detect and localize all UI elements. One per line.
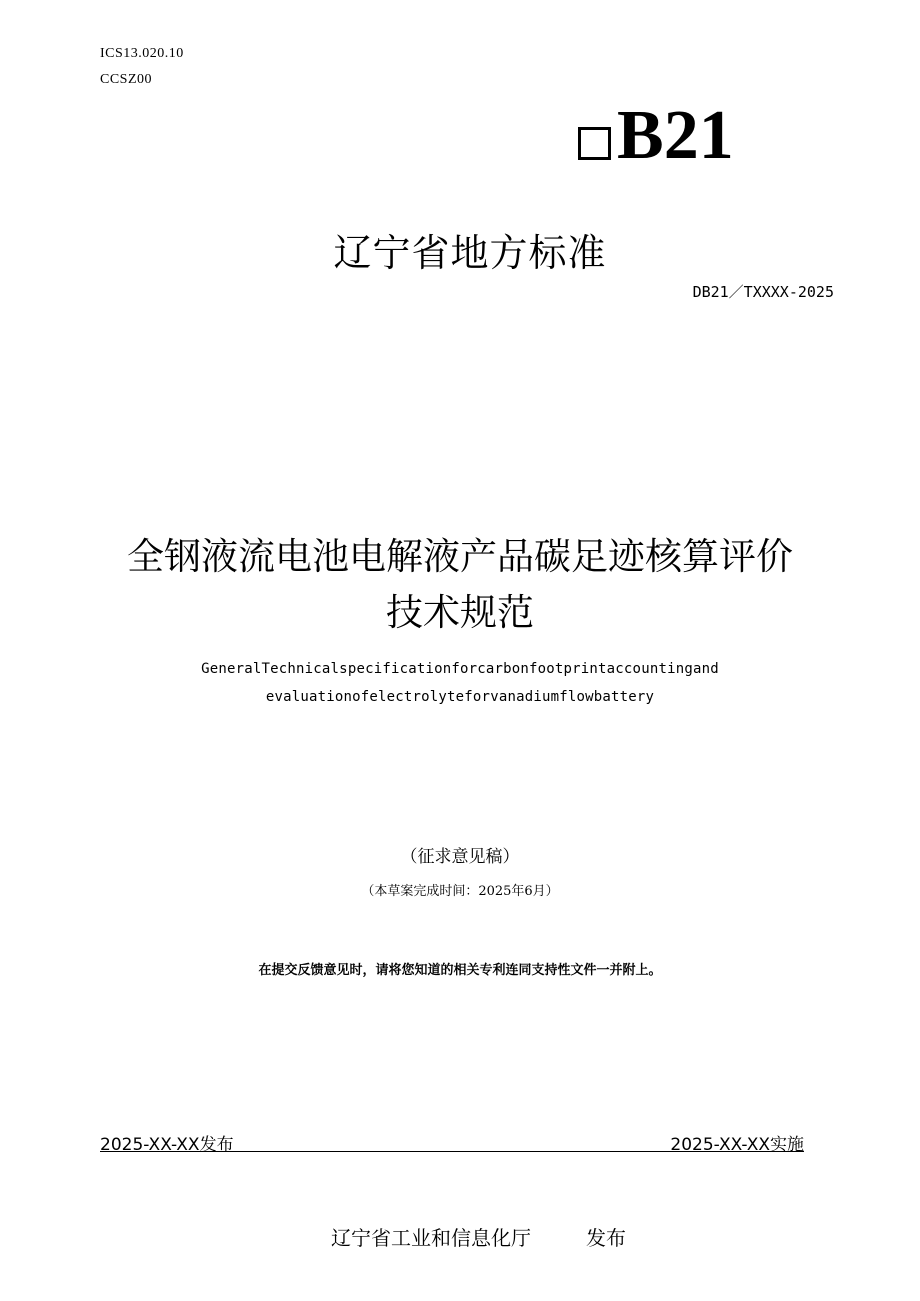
standard-logo bbox=[578, 96, 734, 176]
divider-line bbox=[100, 1151, 804, 1152]
patent-notice: 在提交反馈意见时，请将您知道的相关专利连同支持性文件一并附上。 bbox=[258, 963, 662, 978]
effective-date: 2025-XX-XX实施 bbox=[670, 1135, 804, 1155]
ics-code: ICS13.020.10 bbox=[100, 46, 184, 61]
document-title-line-1: 全钢液流电池电解液产品碳足迹核算评价 bbox=[127, 535, 793, 578]
standard-number: DB21／TXXXX-2025 bbox=[692, 283, 834, 301]
standard-category-title: 辽宁省地方标准 bbox=[333, 231, 607, 275]
draft-status: （征求意见稿） bbox=[400, 847, 520, 867]
english-title-line-2: evaluationofelectrolyteforvanadiumflowbattery bbox=[265, 689, 655, 705]
draft-completion-date: （本草案完成时间：2025年6月） bbox=[361, 884, 559, 899]
publish-date: 2025-XX-XX发布 bbox=[100, 1135, 234, 1155]
ccs-code: CCSZ00 bbox=[100, 72, 153, 87]
checkbox-square-icon bbox=[578, 127, 611, 160]
issue-label: 发布 bbox=[586, 1226, 626, 1250]
english-title-line-1: GeneralTechnicalspecificationforcarbonfootprintaccountingand bbox=[201, 661, 719, 677]
logo-text: B21 bbox=[617, 97, 734, 174]
document-title-line-2: 技术规范 bbox=[386, 591, 534, 634]
issuing-authority: 辽宁省工业和信息化厅 bbox=[331, 1226, 531, 1250]
